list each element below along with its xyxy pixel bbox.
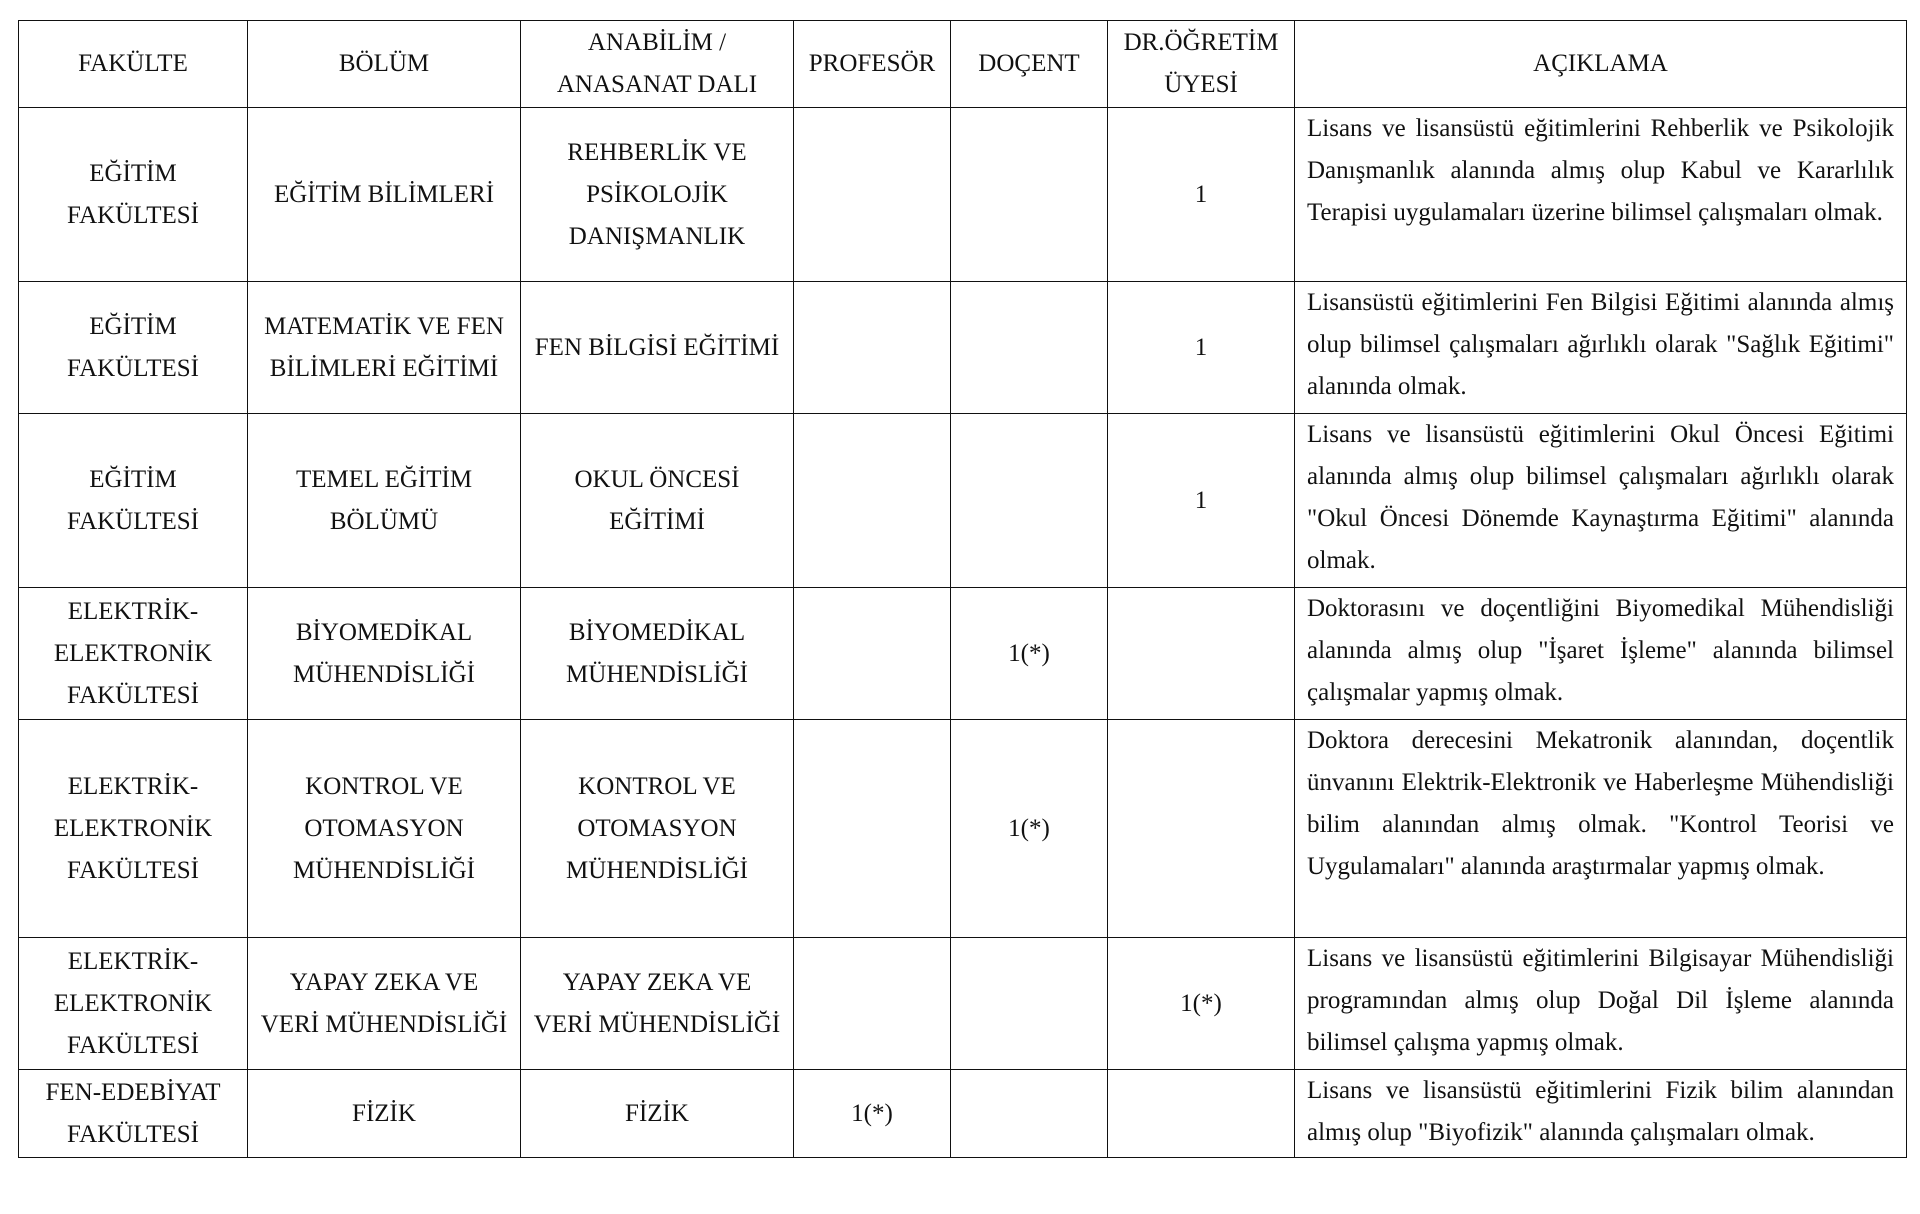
associate-count-cell: 1(*) bbox=[951, 588, 1108, 720]
description-cell: Doktorasını ve doçentliğini Biyomedikal Mühendisliği alanında almış olup "İşaret İşleme" alanında bilimsel çalışmalar yapmış olmak. bbox=[1295, 588, 1907, 720]
department-cell: YAPAY ZEKA VE VERİ MÜHENDİSLİĞİ bbox=[248, 938, 521, 1070]
associate-count-cell bbox=[951, 938, 1108, 1070]
department-cell: EĞİTİM BİLİMLERİ bbox=[248, 108, 521, 282]
faculty-cell: EĞİTİM FAKÜLTESİ bbox=[19, 282, 248, 414]
professor-count-cell bbox=[794, 108, 951, 282]
description-cell: Lisans ve lisansüstü eğitimlerini Fizik bilim alanından almış olup "Biyofizik" alanında çalışmaları olmak. bbox=[1295, 1070, 1907, 1158]
description-cell: Lisans ve lisansüstü eğitimlerini Rehberlik ve Psikolojik Danışmanlık alanında almış olup Kabul ve Kararlılık Terapisi uygulamaları üzerine bilimsel çalışmaları olmak. bbox=[1295, 108, 1907, 282]
professor-count-cell: 1(*) bbox=[794, 1070, 951, 1158]
division-cell: YAPAY ZEKA VE VERİ MÜHENDİSLİĞİ bbox=[521, 938, 794, 1070]
header-professor: PROFESÖR bbox=[794, 21, 951, 108]
professor-count-cell bbox=[794, 588, 951, 720]
table-row bbox=[19, 108, 1907, 282]
associate-count-cell bbox=[951, 414, 1108, 588]
table-header-row bbox=[19, 21, 1907, 108]
table-row bbox=[19, 720, 1907, 938]
department-cell: KONTROL VE OTOMASYON MÜHENDİSLİĞİ bbox=[248, 720, 521, 938]
professor-count-cell bbox=[794, 414, 951, 588]
division-cell: REHBERLİK VE PSİKOLOJİK DANIŞMANLIK bbox=[521, 108, 794, 282]
staff-table-container bbox=[18, 20, 1906, 1158]
assistant-count-cell bbox=[1108, 1070, 1295, 1158]
faculty-cell: ELEKTRİK-ELEKTRONİK FAKÜLTESİ bbox=[19, 588, 248, 720]
table-row bbox=[19, 588, 1907, 720]
description-cell: Lisans ve lisansüstü eğitimlerini Bilgisayar Mühendisliği programından almış olup Doğal Dil İşleme alanında bilimsel çalışma yapmış olmak. bbox=[1295, 938, 1907, 1070]
academic-staff-table bbox=[18, 20, 1907, 1158]
table-row bbox=[19, 938, 1907, 1070]
table-row bbox=[19, 1070, 1907, 1158]
associate-count-cell: 1(*) bbox=[951, 720, 1108, 938]
faculty-cell: EĞİTİM FAKÜLTESİ bbox=[19, 108, 248, 282]
table-row bbox=[19, 414, 1907, 588]
division-cell: KONTROL VE OTOMASYON MÜHENDİSLİĞİ bbox=[521, 720, 794, 938]
header-division: ANABİLİM / ANASANAT DALI bbox=[521, 21, 794, 108]
division-cell: BİYOMEDİKAL MÜHENDİSLİĞİ bbox=[521, 588, 794, 720]
description-cell: Doktora derecesini Mekatronik alanından, doçentlik ünvanını Elektrik-Elektronik ve Haberleşme Mühendisliği bilim alanından almış olmak. "Kontrol Teorisi ve Uygulamaları" alanında araştırmalar yapmış olmak. bbox=[1295, 720, 1907, 938]
division-cell: FİZİK bbox=[521, 1070, 794, 1158]
professor-count-cell bbox=[794, 720, 951, 938]
header-department: BÖLÜM bbox=[248, 21, 521, 108]
header-assistant-professor: DR.ÖĞRETİM ÜYESİ bbox=[1108, 21, 1295, 108]
header-description: AÇIKLAMA bbox=[1295, 21, 1907, 108]
assistant-count-cell bbox=[1108, 720, 1295, 938]
table-row bbox=[19, 282, 1907, 414]
professor-count-cell bbox=[794, 282, 951, 414]
faculty-cell: ELEKTRİK-ELEKTRONİK FAKÜLTESİ bbox=[19, 938, 248, 1070]
faculty-cell: FEN-EDEBİYAT FAKÜLTESİ bbox=[19, 1070, 248, 1158]
department-cell: BİYOMEDİKAL MÜHENDİSLİĞİ bbox=[248, 588, 521, 720]
associate-count-cell bbox=[951, 1070, 1108, 1158]
department-cell: MATEMATİK VE FEN BİLİMLERİ EĞİTİMİ bbox=[248, 282, 521, 414]
associate-count-cell bbox=[951, 108, 1108, 282]
assistant-count-cell: 1 bbox=[1108, 282, 1295, 414]
header-associate-professor: DOÇENT bbox=[951, 21, 1108, 108]
assistant-count-cell: 1 bbox=[1108, 108, 1295, 282]
professor-count-cell bbox=[794, 938, 951, 1070]
assistant-count-cell: 1(*) bbox=[1108, 938, 1295, 1070]
department-cell: TEMEL EĞİTİM BÖLÜMÜ bbox=[248, 414, 521, 588]
associate-count-cell bbox=[951, 282, 1108, 414]
description-cell: Lisansüstü eğitimlerini Fen Bilgisi Eğitimi alanında almış olup bilimsel çalışmaları ağırlıklı olarak "Sağlık Eğitimi" alanında olmak. bbox=[1295, 282, 1907, 414]
description-cell: Lisans ve lisansüstü eğitimlerini Okul Öncesi Eğitimi alanında almış olup bilimsel çalışmaları ağırlıklı olarak "Okul Öncesi Dönemde Kaynaştırma Eğitimi" alanında olmak. bbox=[1295, 414, 1907, 588]
division-cell: FEN BİLGİSİ EĞİTİMİ bbox=[521, 282, 794, 414]
faculty-cell: EĞİTİM FAKÜLTESİ bbox=[19, 414, 248, 588]
assistant-count-cell bbox=[1108, 588, 1295, 720]
faculty-cell: ELEKTRİK-ELEKTRONİK FAKÜLTESİ bbox=[19, 720, 248, 938]
header-faculty: FAKÜLTE bbox=[19, 21, 248, 108]
assistant-count-cell: 1 bbox=[1108, 414, 1295, 588]
division-cell: OKUL ÖNCESİ EĞİTİMİ bbox=[521, 414, 794, 588]
department-cell: FİZİK bbox=[248, 1070, 521, 1158]
